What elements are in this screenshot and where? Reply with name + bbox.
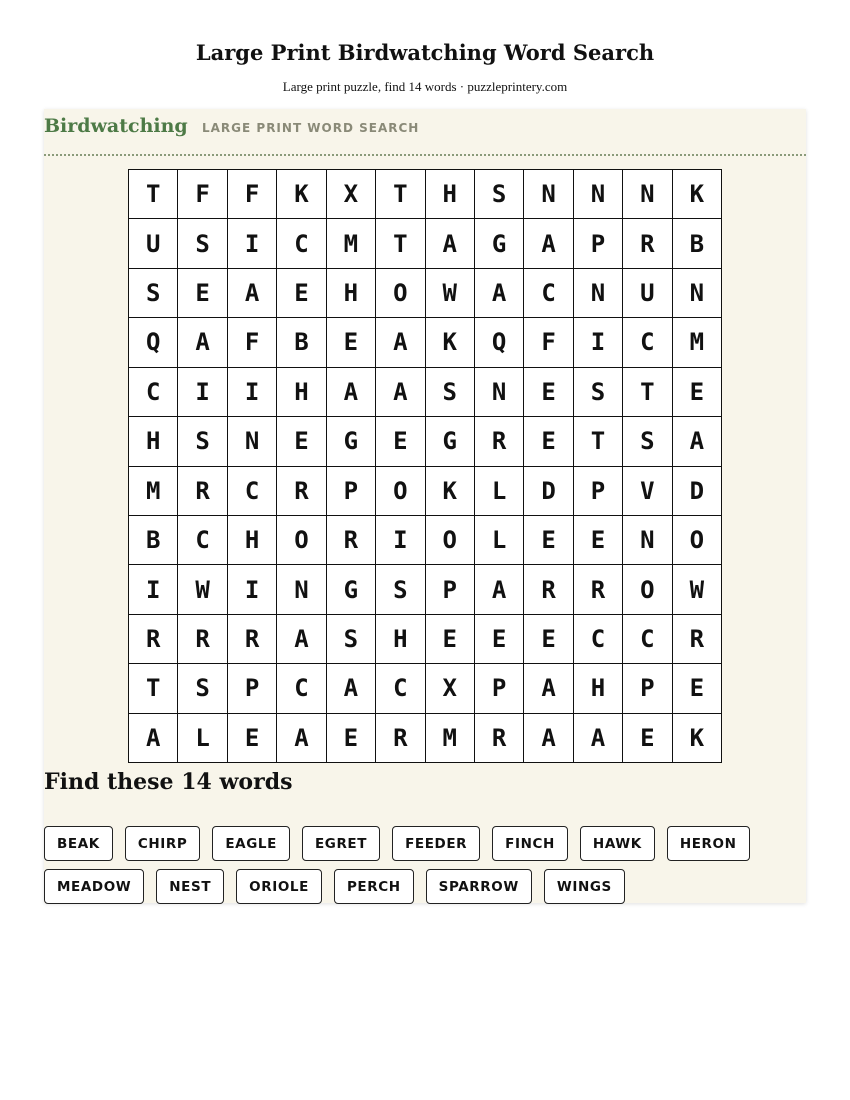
word-chip-eagle: EAGLE [212,826,290,861]
grid-cell: S [475,170,524,219]
word-chip-chirp: CHIRP [125,826,201,861]
grid-cell: X [327,170,376,219]
grid-cell: O [673,516,722,565]
grid-cell: A [426,219,475,268]
grid-cell: R [129,615,178,664]
word-chip-meadow: MEADOW [44,869,144,904]
grid-cell: A [277,714,326,763]
grid-cell: S [129,269,178,318]
grid-cell: R [524,565,573,614]
grid-cell: E [228,714,277,763]
grid-cell: P [327,467,376,516]
grid-cell: H [426,170,475,219]
grid-cell: H [277,368,326,417]
grid-cell: E [524,615,573,664]
grid-cell: K [673,170,722,219]
grid-cell: W [426,269,475,318]
grid-cell: A [376,318,425,367]
word-chip-hawk: HAWK [580,826,655,861]
grid-cell: F [228,318,277,367]
grid-cell: T [623,368,672,417]
word-chip-egret: EGRET [302,826,380,861]
grid-cell: A [228,269,277,318]
grid-cell: N [475,368,524,417]
grid-cell: Q [129,318,178,367]
grid-cell: I [376,516,425,565]
grid-cell: P [574,219,623,268]
grid-cell: N [574,269,623,318]
word-chip-beak: BEAK [44,826,113,861]
grid-cell: E [426,615,475,664]
grid-cell: H [228,516,277,565]
grid-cell: A [277,615,326,664]
grid-cell: R [376,714,425,763]
grid-cell: E [524,368,573,417]
grid-cell: R [574,565,623,614]
grid-cell: L [475,516,524,565]
grid-cell: S [327,615,376,664]
grid-cell: S [178,219,227,268]
word-chip-sparrow: SPARROW [426,869,532,904]
grid-cell: C [623,615,672,664]
grid-cell: A [574,714,623,763]
grid-cell: I [228,565,277,614]
grid-cell: S [178,417,227,466]
grid-cell: S [376,565,425,614]
grid-cell: G [475,219,524,268]
grid-cell: H [376,615,425,664]
grid-cell: F [228,170,277,219]
grid-cell: O [277,516,326,565]
grid-cell: S [178,664,227,713]
grid-cell: E [623,714,672,763]
word-chip-finch: FINCH [492,826,568,861]
grid-cell: A [524,714,573,763]
grid-cell: C [524,269,573,318]
grid-cell: R [277,467,326,516]
grid-cell: C [277,219,326,268]
puzzle-panel [44,109,806,903]
grid-cell: T [376,170,425,219]
grid-cell: R [228,615,277,664]
grid-cell: L [475,467,524,516]
grid-cell: E [376,417,425,466]
grid-cell: N [673,269,722,318]
grid-cell: K [426,318,475,367]
grid-cell: N [524,170,573,219]
grid-cell: E [574,516,623,565]
grid-cell: A [376,368,425,417]
grid-cell: T [574,417,623,466]
grid-cell: T [376,219,425,268]
grid-cell: O [426,516,475,565]
grid-cell: E [327,318,376,367]
grid-cell: R [623,219,672,268]
grid-cell: U [623,269,672,318]
word-chip-oriole: ORIOLE [236,869,322,904]
grid-cell: P [623,664,672,713]
grid-cell: M [673,318,722,367]
grid-cell: E [277,417,326,466]
grid-cell: C [129,368,178,417]
letter-grid [128,169,722,763]
grid-cell: P [426,565,475,614]
word-chip-perch: PERCH [334,869,414,904]
grid-cell: T [129,664,178,713]
grid-cell: T [129,170,178,219]
grid-cell: G [327,565,376,614]
panel-kicker: LARGE PRINT WORD SEARCH [202,121,420,135]
grid-cell: U [129,219,178,268]
grid-cell: G [426,417,475,466]
grid-cell: K [673,714,722,763]
grid-cell: E [277,269,326,318]
panel-title: Birdwatching [44,115,188,137]
grid-cell: A [673,417,722,466]
grid-cell: R [178,467,227,516]
grid-cell: A [178,318,227,367]
grid-cell: H [129,417,178,466]
grid-cell: E [673,368,722,417]
grid-cell: I [574,318,623,367]
grid-cell: N [228,417,277,466]
grid-cell: M [129,467,178,516]
grid-cell: I [129,565,178,614]
word-chip-wings: WINGS [544,869,625,904]
word-list [44,826,764,904]
grid-cell: E [327,714,376,763]
grid-cell: A [524,664,573,713]
grid-cell: E [673,664,722,713]
grid-cell: E [524,417,573,466]
grid-cell: L [178,714,227,763]
grid-cell: E [178,269,227,318]
grid-cell: R [327,516,376,565]
grid-cell: S [426,368,475,417]
grid-cell: O [376,269,425,318]
grid-cell: H [327,269,376,318]
word-chip-nest: NEST [156,869,224,904]
grid-cell: N [277,565,326,614]
grid-cell: A [475,565,524,614]
grid-cell: B [129,516,178,565]
word-chip-heron: HERON [667,826,750,861]
grid-cell: D [524,467,573,516]
grid-cell: X [426,664,475,713]
grid-cell: N [574,170,623,219]
page-title: Large Print Birdwatching Word Search [195,40,655,65]
grid-cell: S [623,417,672,466]
grid-cell: P [228,664,277,713]
grid-cell: Q [475,318,524,367]
grid-cell: A [327,368,376,417]
grid-cell: I [178,368,227,417]
grid-cell: K [426,467,475,516]
grid-cell: N [623,170,672,219]
grid-cell: R [178,615,227,664]
grid-cell: H [574,664,623,713]
grid-cell: A [129,714,178,763]
grid-cell: V [623,467,672,516]
grid-cell: W [673,565,722,614]
grid-cell: M [327,219,376,268]
grid-cell: R [475,714,524,763]
grid-cell: C [376,664,425,713]
grid-cell: C [277,664,326,713]
word-chip-feeder: FEEDER [392,826,480,861]
grid-cell: C [228,467,277,516]
grid-cell: K [277,170,326,219]
grid-cell: E [475,615,524,664]
grid-cell: A [524,219,573,268]
grid-cell: A [475,269,524,318]
grid-cell: P [574,467,623,516]
grid-cell: D [673,467,722,516]
grid-cell: B [673,219,722,268]
grid-cell: R [673,615,722,664]
word-list-heading: Find these 14 words [44,769,293,795]
grid-cell: S [574,368,623,417]
grid-cell: F [178,170,227,219]
grid-cell: C [623,318,672,367]
grid-cell: O [623,565,672,614]
grid-cell: C [574,615,623,664]
grid-cell: E [524,516,573,565]
grid-cell: W [178,565,227,614]
grid-cell: R [475,417,524,466]
grid-cell: N [623,516,672,565]
grid-cell: F [524,318,573,367]
grid-cell: A [327,664,376,713]
grid-cell: G [327,417,376,466]
panel-header [44,109,806,156]
grid-cell: I [228,368,277,417]
grid-cell: I [228,219,277,268]
grid-cell: O [376,467,425,516]
page-subtitle: Large print puzzle, find 14 words · puzzleprintery.com [282,79,568,94]
grid-cell: B [277,318,326,367]
grid-cell: P [475,664,524,713]
grid-cell: C [178,516,227,565]
grid-cell: M [426,714,475,763]
